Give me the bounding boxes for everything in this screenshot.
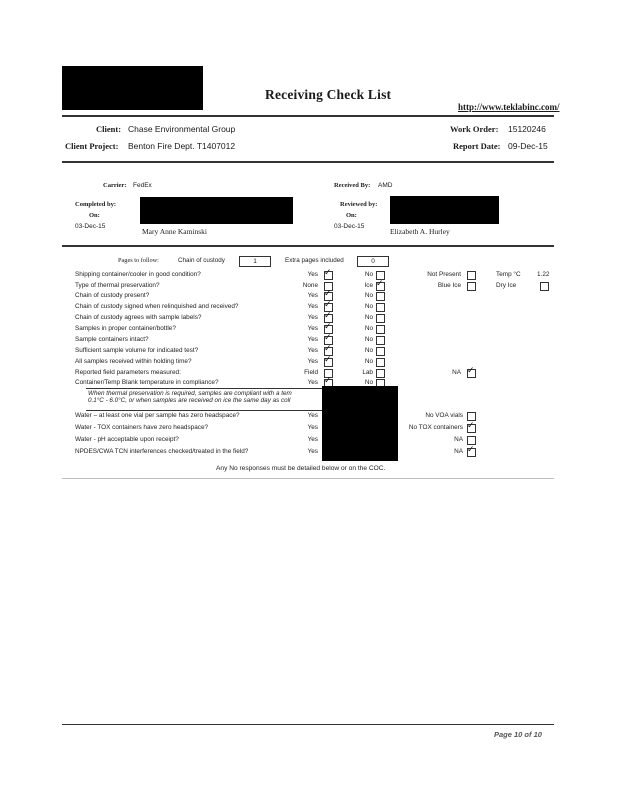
carrier-label: Carrier: [103,182,127,189]
option-a-label: None [302,282,318,289]
completed-name: Mary Anne Kaminski [142,227,207,236]
water-option-checkbox[interactable] [467,448,476,457]
option-b-checkbox[interactable] [376,358,385,367]
completed-on-label: On: [89,212,100,219]
checklist-row-label: Sufficient sample volume for indicated test? [75,347,199,354]
option-b-label: No [364,292,373,299]
checklist-row-label: Chain of custody agrees with sample labels? [75,314,202,321]
client-value: Chase Environmental Group [128,124,236,134]
coc-label: Chain of custody [178,257,225,264]
option-b-label: No [364,358,373,365]
project-value: Benton Fire Dept. T1407012 [128,141,236,151]
checklist-row-label: Shipping container/cooler in good condition? [75,271,201,278]
option-c-label: Blue Ice [437,282,461,289]
water-option-checkbox[interactable] [467,424,476,433]
option-b-checkbox[interactable] [376,303,385,312]
workorder-label: Work Order: [450,124,499,134]
option-a-label: Yes [307,292,318,299]
pages-to-follow-label: Pages to follow: [118,257,159,264]
option-c-checkbox[interactable] [467,271,476,280]
water-option-label: No VOA vials [425,412,463,419]
footer-note: Any No responses must be detailed below or on the COC. [216,465,386,472]
carrier-value: FedEx [133,182,152,189]
checklist-row-label: Chain of custody signed when relinquished and received? [75,303,239,310]
option-b-checkbox[interactable] [376,292,385,301]
option-d-label: Temp °C [496,271,521,278]
option-b-checkbox[interactable] [376,325,385,334]
water-option-label: No TOX containers [408,424,463,431]
checklist-row-label: Chain of custody present? [75,292,150,299]
water-yes-label: Yes [307,448,318,455]
option-a-label: Yes [307,303,318,310]
option-b-label: No [364,271,373,278]
receipt-divider [62,245,554,247]
option-a-label: Field [304,369,318,376]
option-a-label: Yes [307,347,318,354]
option-b-label: No [364,379,373,386]
checklist-row-label: All samples received within holding time? [75,358,192,365]
completed-by-label: Completed by: [75,201,116,208]
checklist-row-label: Type of thermal preservation? [75,282,160,289]
option-c-label: Not Present [427,271,461,278]
option-a-label: Yes [307,325,318,332]
reviewed-date: 03-Dec-15 [334,223,365,230]
extra-pages-box[interactable]: 0 [357,256,389,267]
option-b-label: No [364,336,373,343]
checklist-row-label: Samples in proper container/bottle? [75,325,176,332]
option-a-label: Yes [307,379,318,386]
project-label: Client Project: [65,141,119,151]
footer-divider [62,724,554,725]
option-c-checkbox[interactable] [467,282,476,291]
water-option-label: NA [454,448,463,455]
option-c-checkbox[interactable] [467,369,476,378]
reviewed-by-label: Reviewed by: [340,201,378,208]
thermal-note-line1: When thermal preservation is required, samples are compliant with a tem [88,390,292,397]
option-d-checkbox[interactable] [540,282,549,291]
checklist-row-label: Reported field parameters measured: [75,369,181,376]
water-option-checkbox[interactable] [467,436,476,445]
water-row-label: Water - TOX containers have zero headspace? [75,424,209,431]
reportdate-label: Report Date: [453,141,501,151]
option-a-label: Yes [307,314,318,321]
option-a-label: Yes [307,358,318,365]
option-a-label: Yes [307,336,318,343]
checklist-row-label: Container/Temp Blank temperature in compliance? [75,379,219,386]
info-divider [62,161,554,163]
option-b-checkbox[interactable] [376,347,385,356]
page-number: Page 10 of 10 [494,730,542,739]
option-b-checkbox[interactable] [376,314,385,323]
checklist-bottom-divider [62,478,554,479]
reportdate-value: 09-Dec-15 [508,141,548,151]
water-yes-label: Yes [307,424,318,431]
option-a-checkbox[interactable] [324,358,333,367]
temperature-value: 1.22 [537,271,550,278]
option-b-label: No [364,314,373,321]
water-option-label: NA [454,436,463,443]
coc-count-box[interactable]: 1 [239,256,271,267]
reviewed-name: Elizabeth A. Hurley [390,227,450,236]
option-a-label: Yes [307,271,318,278]
water-yes-label: Yes [307,412,318,419]
extra-pages-label: Extra pages included [285,257,344,264]
option-d-label: Dry Ice [496,282,517,289]
reviewed-on-label: On: [346,212,357,219]
checklist-row-label: Sample containers intact? [75,336,149,343]
lab-url[interactable]: http://www.teklabinc.com/ [458,102,560,112]
header-divider [62,115,554,117]
thermal-note-line2: 0.1°C - 6.0°C, or when samples are received on ice the same day as coll [88,397,291,404]
option-b-label: Ice [364,282,373,289]
client-label: Client: [96,124,122,134]
received-by-label: Received By: [334,182,371,189]
option-b-label: No [364,347,373,354]
option-b-label: No [364,303,373,310]
thermal-note-box [86,388,327,411]
water-yes-label: Yes [307,436,318,443]
water-row-label: Water - pH acceptable upon receipt? [75,436,179,443]
water-option-checkbox[interactable] [467,412,476,421]
option-a-checkbox[interactable] [324,271,333,280]
workorder-value: 15120246 [508,124,546,134]
redacted-signature-completed [140,197,293,224]
redacted-logo [62,66,203,110]
water-row-label: NPDES/CWA TCN interferences checked/treated in the field? [75,448,249,455]
option-b-label: No [364,325,373,332]
page-title: Receiving Check List [265,87,392,102]
completed-date: 03-Dec-15 [75,223,106,230]
water-row-label: Water – at least one vial per sample has zero headspace? [75,412,240,419]
received-by-value: AMD [378,182,393,189]
option-b-label: Lab [362,369,373,376]
option-b-checkbox[interactable] [376,336,385,345]
option-c-label: NA [452,369,461,376]
redacted-signature-reviewed [390,196,499,224]
